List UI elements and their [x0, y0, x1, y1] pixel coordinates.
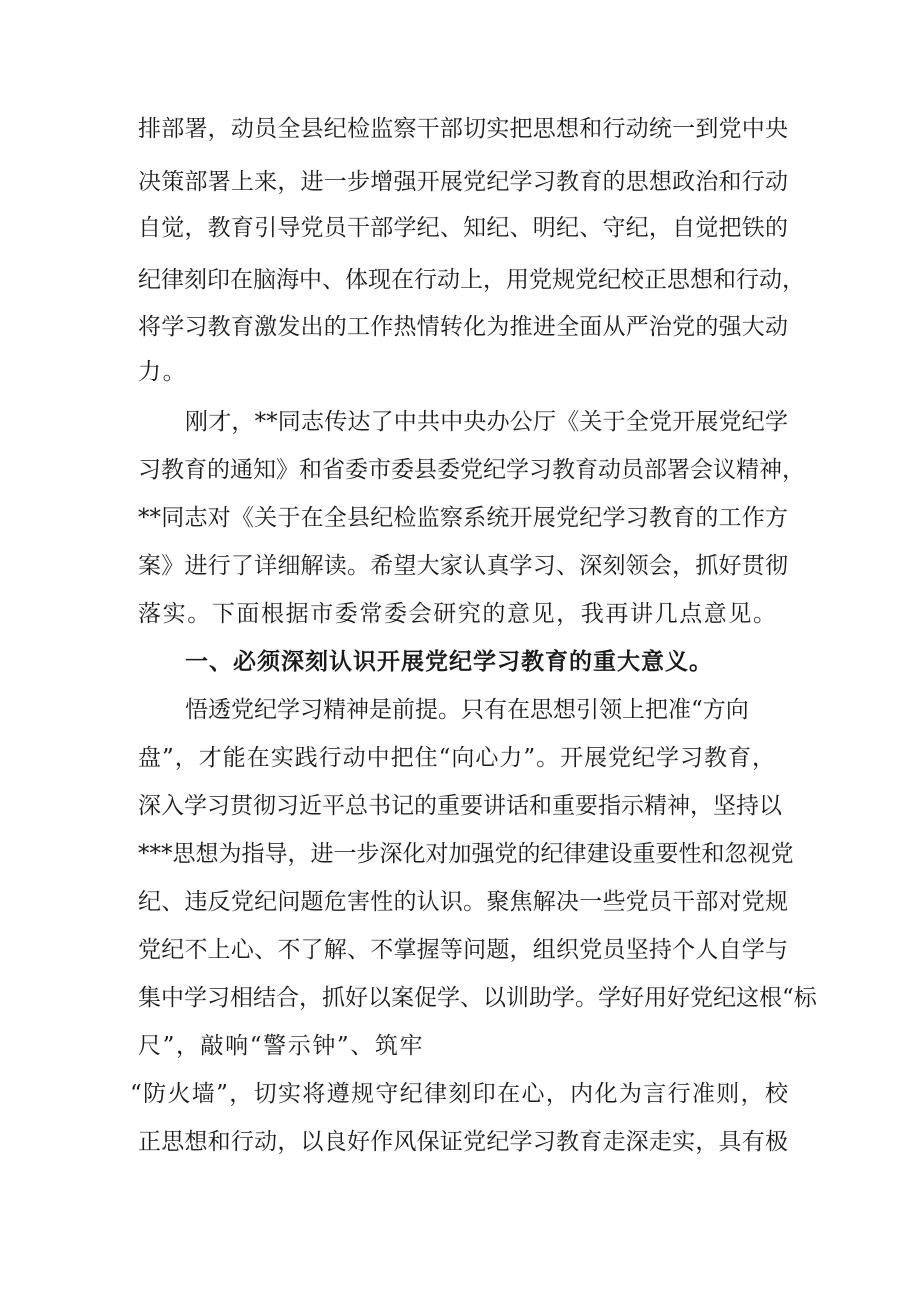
- body-text-line: 集中学习相结合，抓好以案促学、以训助学。学好用好党纪这根“标: [138, 985, 817, 1011]
- body-text-line: ***思想为指导，进一步深化对加强党的纪律建设重要性和忽视党: [138, 841, 794, 867]
- body-text-line: **同志对《关于在全县纪检监察系统开展党纪学习教育的工作方: [138, 505, 788, 531]
- body-text-line: 纪律刻印在脑海中、体现在行动上，用党规党纪校正思想和行动，: [138, 267, 805, 293]
- body-text-line: 党纪不上心、不了解、不掌握等问题，组织党员坚持个人自学与: [138, 937, 788, 963]
- section-heading: 一、必须深刻认识开展党纪学习教育的重大意义。: [185, 649, 713, 675]
- body-text-line: 将学习教育激发出的工作热情转化为推进全面从严治党的强大动: [138, 314, 788, 340]
- body-text-line: 深入学习贯彻习近平总书记的重要讲话和重要指示精神，坚持以: [138, 793, 782, 819]
- body-text-line: 习教育的通知》和省委市委县委党纪学习教育动员部署会议精神，: [138, 457, 805, 483]
- body-text-line: 自觉，教育引导党员干部学纪、知纪、明纪、守纪，自觉把铁的: [138, 215, 788, 241]
- paragraph-first-line: 悟透党纪学习精神是前提。只有在思想引领上把准“方向: [185, 697, 749, 723]
- body-text-line: 排部署，动员全县纪检监察干部切实把思想和行动统一到党中央: [138, 116, 788, 142]
- body-text-line: 盘”，才能在实践行动中把住“向心力”。开展党纪学习教育，: [138, 745, 775, 771]
- body-text-line: 正思想和行动，以良好作风保证党纪学习教育走深走实，具有极: [138, 1129, 788, 1155]
- body-text-line: 决策部署上来，进一步增强开展党纪学习教育的思想政治和行动: [138, 169, 788, 195]
- body-text-line: 落实。下面根据市委常委会研究的意见，我再讲几点意见。: [138, 601, 778, 627]
- body-text-line: 尺”，敲响“警示钟”、筑牢: [138, 1033, 425, 1059]
- body-text-line: 纪、违反党纪问题危害性的认识。聚焦解决一些党员干部对党规: [138, 889, 788, 915]
- body-text-line: 案》进行了详细解读。希望大家认真学习、深刻领会，抓好贯彻: [138, 553, 788, 579]
- paragraph-first-line: 刚才，**同志传达了中共中央办公厅《关于全党开展党纪学: [185, 409, 788, 435]
- body-text-line: 力。: [138, 359, 188, 385]
- body-text-line: “防火墙”，切实将遵规守纪律刻印在心，内化为言行准则，校: [130, 1081, 788, 1107]
